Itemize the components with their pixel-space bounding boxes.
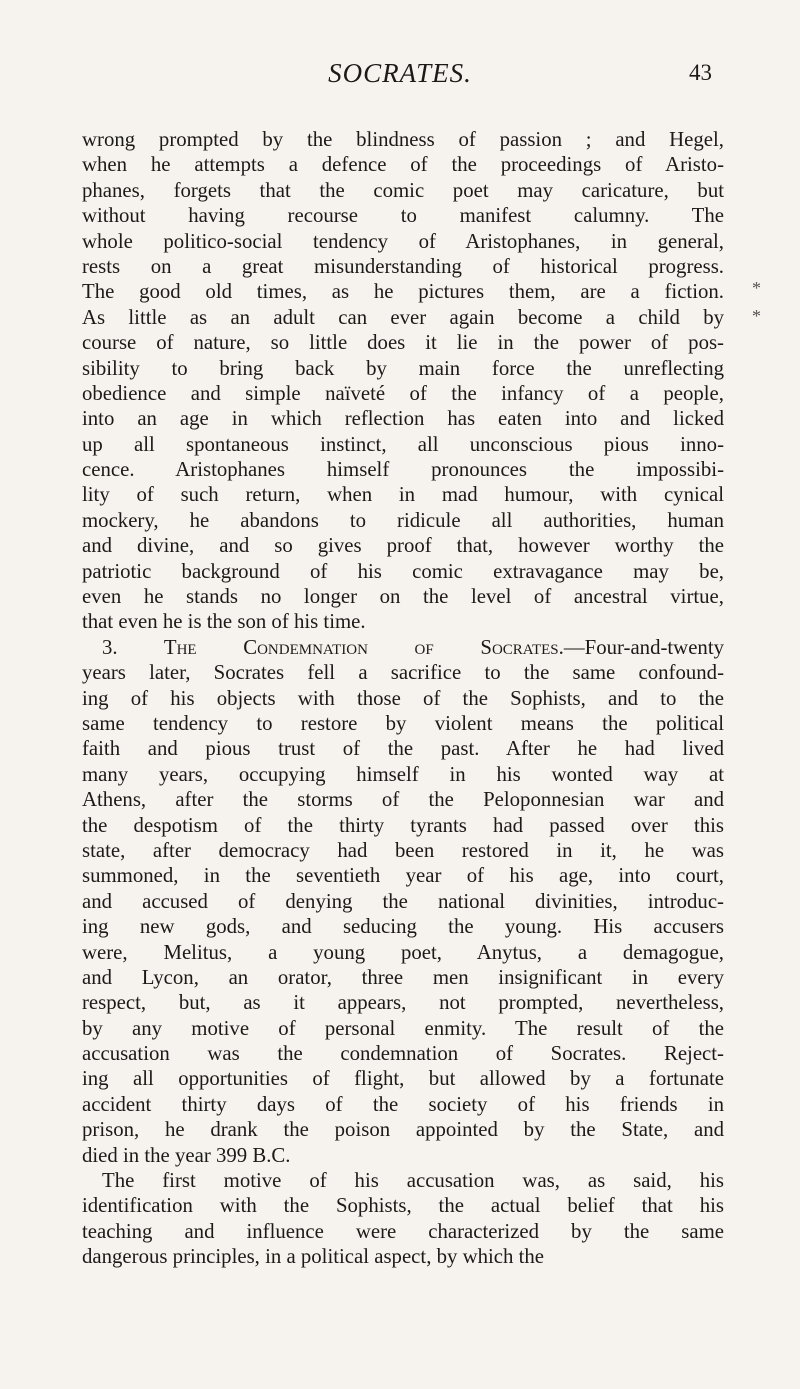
text-line: same tendency to restore by violent means the political [82, 711, 724, 735]
text-line: The good old times, as he pictures them, are a fiction. [82, 280, 724, 304]
body-text [82, 127, 724, 1270]
text-line: summoned, in the seventieth year of his age, into court, [82, 864, 724, 888]
section-heading: 3. The Condemnation of Socrates. [102, 635, 564, 659]
text-line: obedience and simple naïveté of the infancy of a people, [82, 381, 724, 405]
margin-mark: * [752, 306, 761, 326]
text-line: died in the year 399 B.C. [82, 1143, 291, 1167]
text-line: Athens, after the storms of the Peloponnesian war and [82, 788, 724, 812]
line-text: —Four-and-twenty [563, 635, 724, 659]
text-line: respect, but, as it appears, not prompted, nevertheless, [82, 991, 724, 1015]
text-line: phanes, forgets that the comic poet may caricature, but [82, 178, 724, 202]
text-line: ing new gods, and seducing the young. His accusers [82, 915, 724, 939]
text-line: cence. Aristophanes himself pronounces the impossibi- [82, 458, 724, 482]
text-line: The first motive of his accusation was, as said, his [102, 1169, 724, 1193]
text-line: many years, occupying himself in his wonted way at [82, 762, 724, 786]
text-line: identification with the Sophists, the actual belief that his [82, 1194, 724, 1218]
text-line: when he attempts a defence of the proceedings of Aristo- [82, 153, 724, 177]
text-line: state, after democracy had been restored in it, he was [82, 838, 724, 862]
text-line [82, 635, 724, 660]
text-line: lity of such return, when in mad humour, with cynical [82, 483, 724, 507]
text-line: even he stands no longer on the level of ancestral virtue, [82, 585, 724, 609]
text-line: wrong prompted by the blindness of passion ; and Hegel, [82, 128, 724, 151]
text-line: accusation was the condemnation of Socrates. Reject- [82, 1042, 724, 1066]
text-line: whole politico-social tendency of Aristophanes, in general, [82, 229, 724, 253]
text-line: the despotism of the thirty tyrants had passed over this [82, 813, 724, 837]
text-line: ing of his objects with those of the Sophists, and to the [82, 686, 724, 710]
text-line: were, Melitus, a young poet, Anytus, a demagogue, [82, 940, 724, 964]
text-line: and divine, and so gives proof that, however worthy the [82, 534, 724, 558]
text-line: sibility to bring back by main force the unreflecting [82, 356, 724, 380]
text-line: ing all opportunities of flight, but allowed by a fortunate [82, 1067, 724, 1091]
margin-mark: * [752, 278, 761, 298]
text-line: by any motive of personal enmity. The result of the [82, 1016, 724, 1040]
text-line: prison, he drank the poison appointed by the State, and [82, 1118, 724, 1142]
text-line: and accused of denying the national divinities, introduc- [82, 889, 724, 913]
text-line: accident thirty days of the society of his friends in [82, 1092, 724, 1116]
text-line: up all spontaneous instinct, all unconscious pious inno- [82, 432, 724, 456]
text-line: faith and pious trust of the past. After he had lived [82, 737, 724, 761]
text-line: mockery, he abandons to ridicule all authorities, human [82, 508, 724, 532]
text-line: and Lycon, an orator, three men insignificant in every [82, 965, 724, 989]
text-line: without having recourse to manifest calumny. The [82, 204, 724, 228]
text-line: years later, Socrates fell a sacrifice to the same confound- [82, 661, 724, 685]
text-line: rests on a great misunderstanding of historical progress. [82, 254, 724, 278]
page-number: 43 [689, 60, 712, 85]
text-line: patriotic background of his comic extravagance may be, [82, 559, 724, 583]
text-line: course of nature, so little does it lie in the power of pos- [82, 331, 724, 355]
text-line: dangerous principles, in a political aspect, by which the [82, 1245, 545, 1269]
text-line: teaching and influence were characterized by the same [82, 1219, 724, 1243]
text-line: into an age in which reflection has eaten into and licked [82, 407, 724, 431]
text-line: that even he is the son of his time. [82, 610, 366, 634]
running-title: SOCRATES. [328, 58, 472, 88]
page-header [0, 58, 800, 98]
text-line: As little as an adult can ever again become a child by [82, 305, 724, 329]
